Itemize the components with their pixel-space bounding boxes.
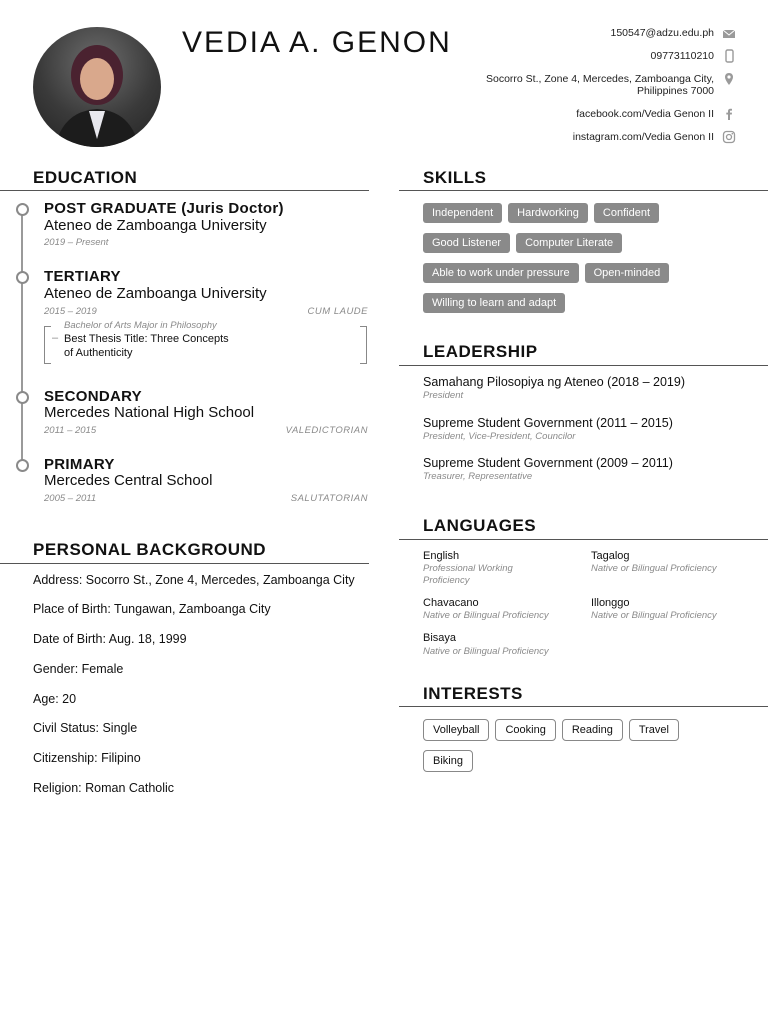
leadership-heading: LEADERSHIP	[423, 342, 538, 361]
edu-school-postgrad: Ateneo de Zamboanga University	[44, 217, 267, 234]
timeline-dot	[16, 459, 29, 472]
interests-divider	[399, 706, 768, 707]
thesis-bracket-left	[44, 326, 51, 364]
leadership-org: Supreme Student Government (2009 – 2011)	[423, 456, 673, 470]
skill-chip: Able to work under pressure	[423, 263, 579, 283]
leadership-role: President	[423, 390, 464, 401]
edu-date-primary: 2005 – 2011	[44, 493, 97, 504]
map-pin-icon	[722, 72, 736, 86]
interests-heading: INTERESTS	[423, 684, 523, 703]
contact-phone[interactable]: 09773110210	[650, 50, 714, 62]
language-name: Tagalog	[591, 550, 630, 562]
contact-address	[486, 73, 714, 97]
edu-degree-tertiary: Bachelor of Arts Major in Philosophy	[64, 320, 217, 331]
facebook-icon	[722, 107, 736, 121]
contact-instagram[interactable]: instagram.com/Vedia Genon II	[572, 131, 714, 143]
timeline-dot	[16, 203, 29, 216]
edu-honor-primary: SALUTATORIAN	[290, 493, 368, 504]
interest-chip: Travel	[629, 719, 679, 741]
edu-date-tertiary: 2015 – 2019	[44, 306, 97, 317]
thesis-bracket-right	[360, 326, 367, 364]
contact-email[interactable]: 150547@adzu.edu.ph	[610, 27, 714, 39]
language-level: Professional Working Proficiency	[423, 563, 513, 586]
profile-photo	[33, 27, 161, 147]
edu-date-postgrad: 2019 – Present	[44, 237, 109, 248]
address-line-2: Philippines 7000	[636, 85, 714, 97]
personal-divider	[0, 563, 369, 564]
language-name: Bisaya	[423, 632, 457, 644]
mobile-phone-icon	[722, 49, 736, 63]
interest-chip: Reading	[562, 719, 623, 741]
edu-school-primary: Mercedes Central School	[44, 472, 213, 489]
skill-chip: Confident	[594, 203, 659, 223]
languages-divider	[399, 539, 768, 540]
languages-heading: LANGUAGES	[423, 516, 537, 535]
language-name: English	[423, 550, 460, 562]
skills-divider	[399, 190, 768, 191]
edu-honor-tertiary: CUM LAUDE	[307, 306, 368, 317]
language-name: Chavacano	[423, 597, 479, 609]
portrait-image	[33, 27, 161, 147]
interest-chip: Cooking	[495, 719, 555, 741]
address-line-1: Socorro St., Zone 4, Mercedes, Zamboanga City,	[486, 73, 714, 85]
timeline-line	[21, 208, 23, 464]
language-level: Native or Bilingual Proficiency	[591, 610, 717, 621]
leadership-org: Samahang Pilosopiya ng Ateneo (2018 – 2019)	[423, 375, 685, 389]
language-name: Illonggo	[591, 597, 630, 609]
interests-list	[423, 719, 713, 781]
edu-school-tertiary: Ateneo de Zamboanga University	[44, 285, 267, 302]
personal-background-heading: PERSONAL BACKGROUND	[33, 540, 267, 559]
leadership-org: Supreme Student Government (2011 – 2015)	[423, 416, 673, 430]
skill-chip: Independent	[423, 203, 502, 223]
skills-heading: SKILLS	[423, 168, 487, 187]
envelope-icon	[722, 27, 736, 41]
edu-level-tertiary: TERTIARY	[44, 268, 121, 285]
skill-chip: Hardworking	[508, 203, 588, 223]
skills-list	[423, 203, 723, 323]
leadership-role: Treasurer, Representative	[423, 471, 533, 482]
personal-birthdate: Date of Birth: Aug. 18, 1999	[33, 632, 187, 646]
candidate-name: VEDIA A. GENON	[182, 26, 452, 59]
skill-chip: Willing to learn and adapt	[423, 293, 565, 313]
edu-level-secondary: SECONDARY	[44, 388, 142, 405]
timeline-dot	[16, 271, 29, 284]
instagram-icon	[722, 130, 736, 144]
personal-birthplace: Place of Birth: Tungawan, Zamboanga City	[33, 602, 271, 616]
personal-address: Address: Socorro St., Zone 4, Mercedes, Zamboanga City	[33, 573, 355, 587]
personal-gender: Gender: Female	[33, 662, 124, 676]
skill-chip: Good Listener	[423, 233, 510, 253]
personal-civil-status: Civil Status: Single	[33, 721, 138, 735]
thesis-title: Best Thesis Title: Three Concepts of Authenticity	[64, 333, 229, 359]
edu-date-secondary: 2011 – 2015	[44, 425, 97, 436]
skill-chip: Computer Literate	[516, 233, 622, 253]
personal-citizenship: Citizenship: Filipino	[33, 751, 141, 765]
leadership-divider	[399, 365, 768, 366]
contact-facebook[interactable]: facebook.com/Vedia Genon II	[576, 108, 714, 120]
interest-chip: Biking	[423, 750, 473, 772]
language-level: Native or Bilingual Proficiency	[591, 563, 717, 574]
leadership-role: President, Vice-President, Councilor	[423, 431, 576, 442]
language-level: Native or Bilingual Proficiency	[423, 646, 549, 657]
interest-chip: Volleyball	[423, 719, 489, 741]
personal-religion: Religion: Roman Catholic	[33, 781, 175, 795]
personal-age: Age: 20	[33, 692, 77, 706]
timeline-dot	[16, 391, 29, 404]
education-divider	[0, 190, 369, 191]
edu-honor-secondary: VALEDICTORIAN	[285, 425, 368, 436]
language-level: Native or Bilingual Proficiency	[423, 610, 549, 621]
edu-level-primary: PRIMARY	[44, 456, 115, 473]
edu-level-postgrad: POST GRADUATE (Juris Doctor)	[44, 200, 284, 217]
edu-school-secondary: Mercedes National High School	[44, 404, 255, 421]
skill-chip: Open-minded	[585, 263, 670, 283]
thesis-dash: –	[52, 332, 59, 344]
education-heading: EDUCATION	[33, 168, 138, 187]
